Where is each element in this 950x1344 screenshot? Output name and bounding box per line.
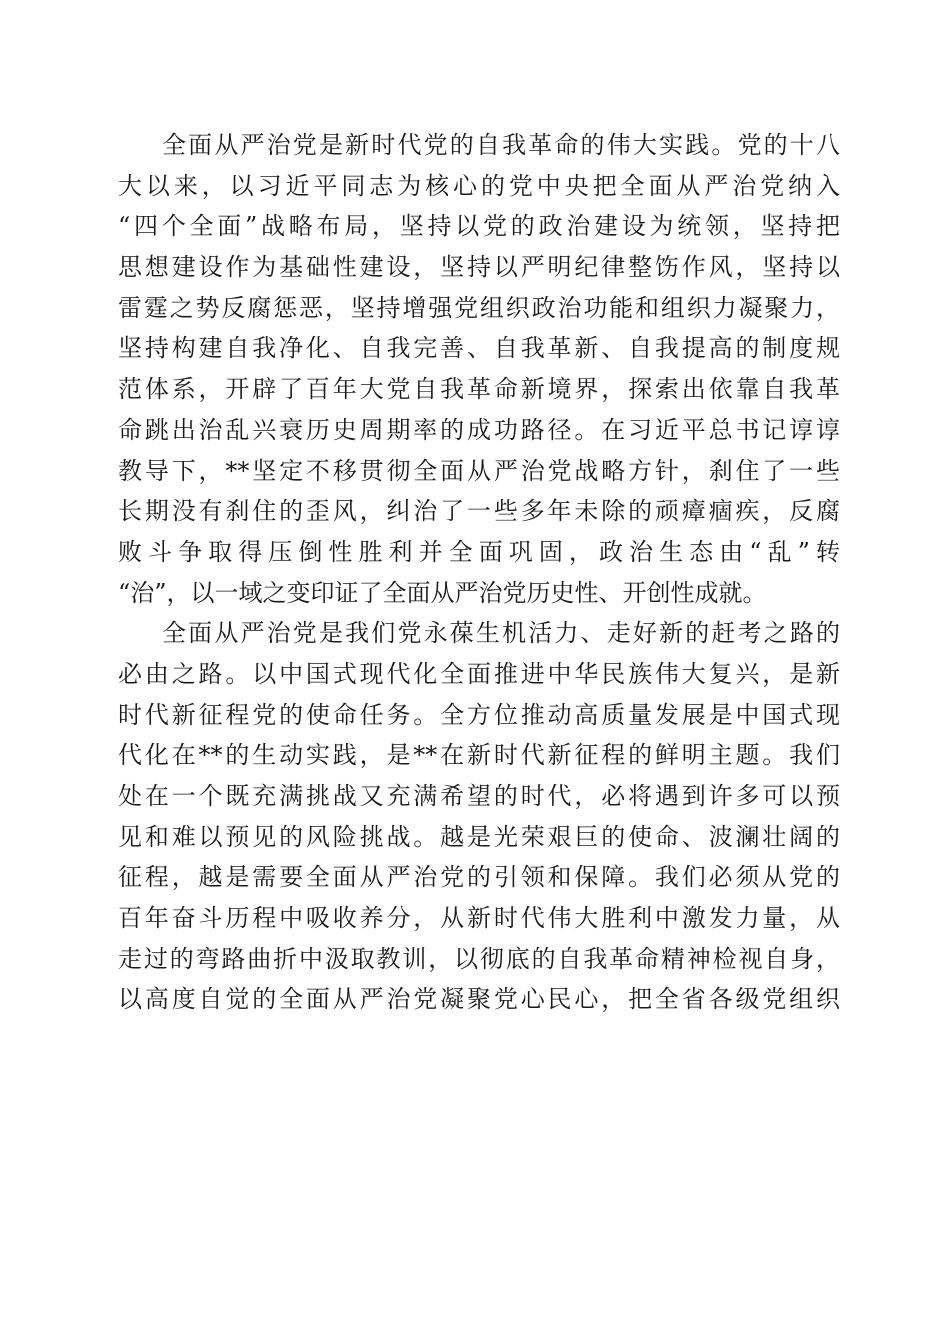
text-line: 时代新征程党的使命任务。全方位推动高质量发展是中国式现 [118, 700, 840, 729]
text-line: 以高度自觉的全面从严治党凝聚党心民心，把全省各级党组织 [118, 985, 840, 1014]
text-line: 百年奋斗历程中吸收养分，从新时代伟大胜利中激发力量，从 [118, 904, 840, 933]
body-text [118, 125, 840, 1020]
text-line: 坚持构建自我净化、自我完善、自我革新、自我提高的制度规 [118, 334, 840, 363]
text-line: 大以来，以习近平同志为核心的党中央把全面从严治党纳入 [118, 171, 840, 200]
paragraph-2 [118, 613, 840, 1020]
text-line: 征程，越是需要全面从严治党的引领和保障。我们必须从党的 [118, 863, 840, 892]
paragraph-1 [118, 125, 840, 613]
text-line: 代化在**的生动实践，是**在新时代新征程的鲜明主题。我们 [118, 741, 840, 770]
text-line: 教导下，**坚定不移贯彻全面从严治党战略方针，刹住了一些 [118, 456, 840, 485]
text-line: “四个全面”战略布局，坚持以党的政治建设为统领，坚持把 [118, 212, 840, 241]
text-line: 范体系，开辟了百年大党自我革命新境界，探索出依靠自我革 [118, 375, 840, 404]
text-line: 命跳出治乱兴衰历史周期率的成功路径。在习近平总书记谆谆 [118, 415, 840, 444]
text-line: 走过的弯路曲折中汲取教训，以彻底的自我革命精神检视自身， [118, 944, 840, 973]
text-line: 全面从严治党是我们党永葆生机活力、走好新的赶考之路的 [162, 619, 840, 648]
text-line: 见和难以预见的风险挑战。越是光荣艰巨的使命、波澜壮阔的 [118, 822, 840, 851]
text-line: 处在一个既充满挑战又充满希望的时代，必将遇到许多可以预 [118, 782, 840, 810]
text-line: 思想建设作为基础性建设，坚持以严明纪律整饬作风，坚持以 [118, 253, 840, 282]
text-line: 全面从严治党是新时代党的自我革命的伟大实践。党的十八 [162, 131, 840, 159]
text-line: 雷霆之势反腐惩恶，坚持增强党组织政治功能和组织力凝聚力， [118, 293, 840, 322]
text-line: “治”，以一域之变印证了全面从严治党历史性、开创性成就。 [118, 578, 767, 607]
text-line: 败斗争取得压倒性胜利并全面巩固，政治生态由“乱”转 [118, 537, 840, 566]
text-line: 必由之路。以中国式现代化全面推进中华民族伟大复兴，是新 [118, 659, 840, 688]
text-line: 长期没有刹住的歪风，纠治了一些多年未除的顽瘴痼疾，反腐 [118, 497, 840, 526]
